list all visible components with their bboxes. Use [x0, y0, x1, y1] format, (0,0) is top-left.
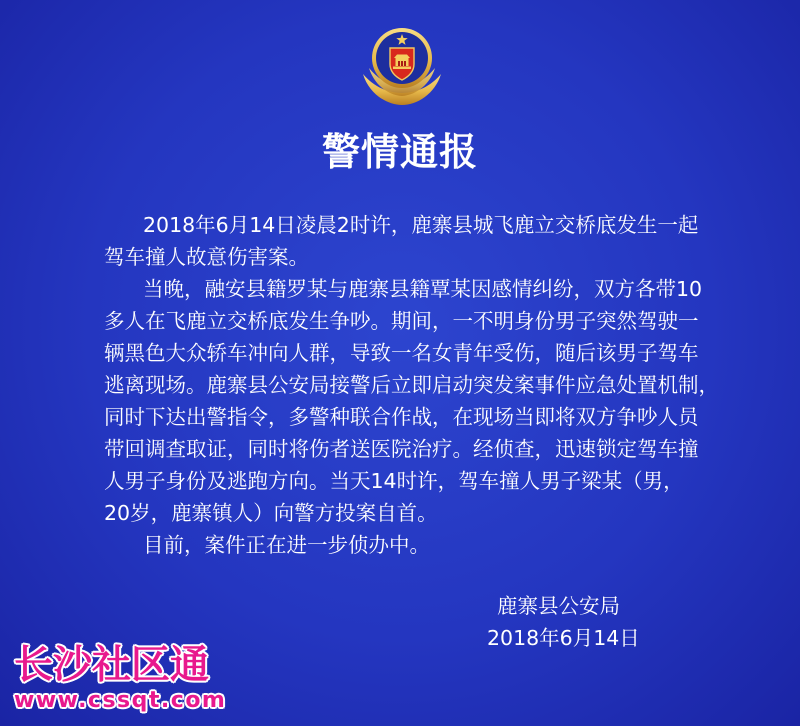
paragraph-line: 人男子身份及逃跑方向。当天14时许，驾车撞人男子梁某（男， [104, 469, 684, 493]
paragraph-line: 2018年6月14日凌晨2时许，鹿寨县城飞鹿立交桥底发生一起 [143, 213, 699, 237]
notice-body [104, 209, 764, 561]
paragraph-line: 同时下达出警指令，多警种联合作战，在现场当即将双方争吵人员 [104, 405, 699, 429]
paragraph-details [104, 273, 764, 529]
paragraph-line: 20岁，鹿寨镇人）向警方投案自首。 [104, 501, 438, 525]
paragraph-line: 目前，案件正在进一步侦办中。 [143, 533, 430, 557]
paragraph-incident [104, 209, 764, 273]
paragraph-line: 辆黑色大众轿车冲向人群，导致一名女青年受伤，随后该男子驾车 [104, 341, 699, 365]
paragraph-line: 多人在飞鹿立交桥底发生争吵。期间，一不明身份男子突然驾驶一 [104, 309, 699, 333]
paragraph-line: 当晚，融安县籍罗某与鹿寨县籍覃某因感情纠纷，双方各带10 [143, 277, 703, 301]
police-emblem-icon [357, 24, 447, 108]
notice-title: 警情通报 [321, 130, 478, 174]
watermark-site-name: 长沙社区通 [14, 643, 210, 688]
watermark [14, 643, 227, 714]
issue-date: 2018年6月14日 [487, 626, 640, 650]
paragraph-line: 驾车撞人故意伤害案。 [104, 245, 309, 269]
paragraph-line: 逃离现场。鹿寨县公安局接警后立即启动突发案事件应急处置机制， [104, 373, 719, 397]
paragraph-line: 带回调查取证，同时将伤者送医院治疗。经侦查，迅速锁定驾车撞 [104, 437, 699, 461]
paragraph-status [104, 529, 764, 561]
issuer-name: 鹿寨县公安局 [497, 594, 620, 618]
watermark-url: www.cssqt.com [14, 688, 227, 713]
